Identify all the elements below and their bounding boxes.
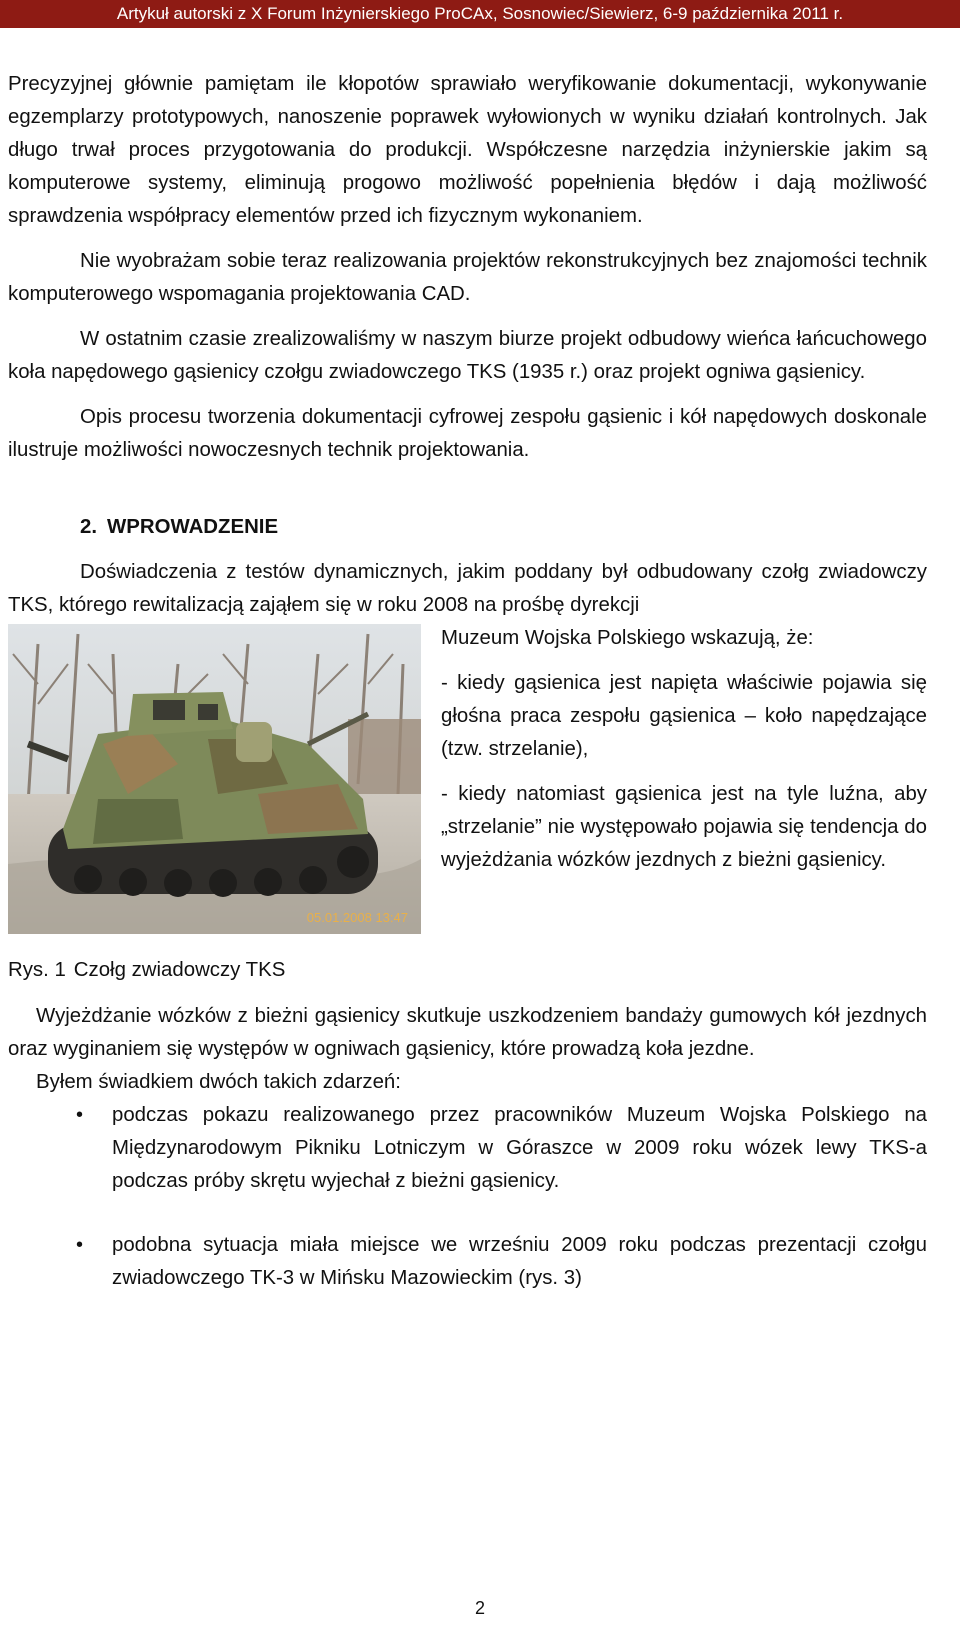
list-item-text: podobna sytuacja miała miejsce we wrześniu 2009 roku podczas prezentacji czołgu zwiadowczego TK-3 w Mińsku Mazowieckim (rys. 3) — [112, 1234, 927, 1289]
figure-caption — [8, 952, 927, 988]
incident-list — [8, 1099, 927, 1295]
paragraph-witness: Byłem świadkiem dwóch takich zdarzeń: — [36, 1071, 401, 1093]
photo-timestamp: 05.01.2008 13:47 — [306, 910, 408, 925]
paragraph-experience: Doświadczenia z testów dynamicznych, jakim poddany był odbudowany czołg zwiadowczy TKS, którego rewitalizacją zająłem się w roku 2008 na prośbę dyrekcji — [8, 561, 927, 616]
figure-block — [8, 622, 927, 952]
paragraph-description: Opis procesu tworzenia dokumentacji cyfrowej zespołu gąsienic i kół napędowych doskonale ilustruje możliwości nowoczesnych technik projektowania. — [8, 406, 927, 461]
list-item — [8, 1099, 927, 1198]
paragraph-cad: Nie wyobrażam sobie teraz realizowania projektów rekonstrukcyjnych bez znajomości technik komputerowego wspomagania projektowania CAD. — [8, 250, 927, 305]
point-tight-track: - kiedy gąsienica jest napięta właściwie pojawia się głośna praca zespołu gąsienica – koło napędzające (tzw. strzelanie), — [441, 672, 927, 760]
paragraph-intro: Precyzyjnej głównie pamiętam ile kłopotów sprawiało weryfikowanie dokumentacji, wykonywanie egzemplarzy prototypowych, nanoszenie poprawek wyłowionych w wyniku działań kontrolnych. Jak długo trwał proces przygotowania do produkcji. Współczesne narzędzia inżynierskie jakim są komputerowe systemy, eliminują progowo możliwość popełnienia błędów i dają możliwość sprawdzenia współpracy elementów przed ich fizycznym wykonaniem. — [8, 73, 927, 227]
intro-continued: Muzeum Wojska Polskiego wskazują, że: — [441, 627, 814, 649]
tank-photo — [8, 624, 421, 934]
section-heading — [80, 511, 927, 544]
figure-side-text — [441, 622, 927, 877]
header-text: Artykuł autorski z X Forum Inżynierskiego ProCAx, Sosnowiec/Siewierz, 6-9 października 2011 r. — [116, 4, 844, 23]
list-item — [8, 1229, 927, 1295]
bullet-icon: • — [76, 1104, 84, 1126]
bullet-icon: • — [76, 1234, 84, 1256]
page-header-banner — [0, 0, 960, 28]
page-content — [8, 68, 927, 1295]
section-title: WPROWADZENIE — [107, 516, 279, 538]
caption-number: Rys. 1 — [8, 959, 66, 981]
paragraph-project: W ostatnim czasie zrealizowaliśmy w naszym biurze projekt odbudowy wieńca łańcuchowego koła napędowego gąsienicy czołgu zwiadowczego TKS (1935 r.) oraz projekt ogniwa gąsienicy. — [8, 328, 927, 383]
list-item-text: podczas pokazu realizowanego przez pracowników Muzeum Wojska Polskiego na Międzynarodowym Pikniku Lotniczym w Góraszce w 2009 roku wózek lewy TKS-a podczas próby skrętu wyjechał z bieżni gąsienicy. — [112, 1104, 927, 1192]
tks-tank-image — [8, 624, 421, 934]
page-number: 2 — [474, 1598, 485, 1618]
paragraph-consequences: Wyjeżdżanie wózków z bieżni gąsienicy skutkuje uszkodzeniem bandaży gumowych kół jezdnych oraz wyginaniem się występów w ogniwach gąsienicy, które prowadzą koła jezdne. — [8, 1005, 927, 1060]
point-loose-track: - kiedy natomiast gąsienica jest na tyle luźna, aby „strzelanie” nie występowało pojawia się tendencja do wyjeżdżania wózków jezdnych z bieżni gąsienicy. — [441, 783, 927, 871]
section-number: 2. — [80, 516, 98, 538]
caption-text: Czołg zwiadowczy TKS — [73, 959, 286, 981]
